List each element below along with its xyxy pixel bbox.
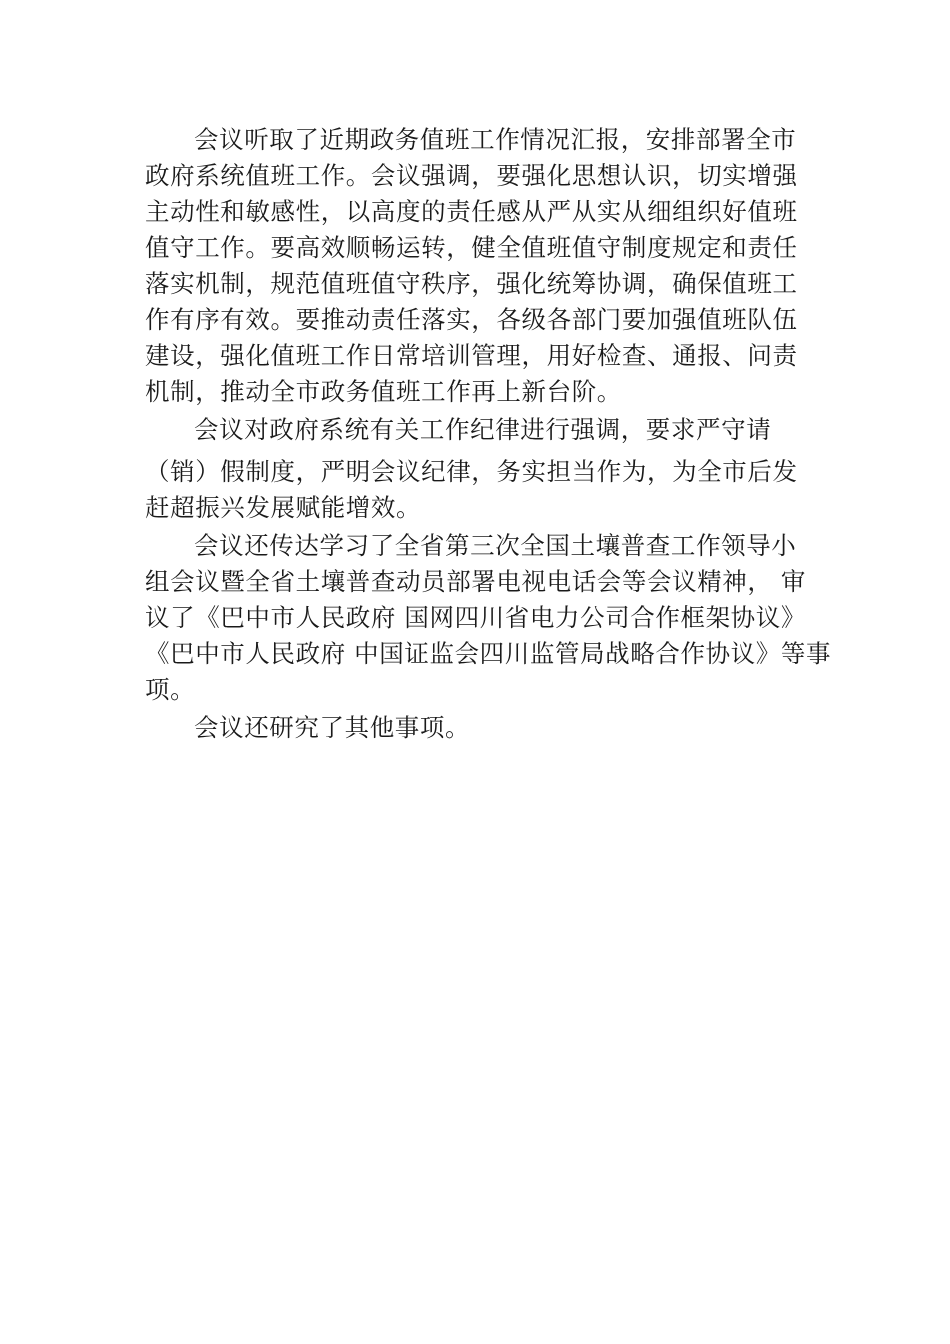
paragraph-line: 《巴中市人民政府 中国证监会四川监管局战略合作协议》等事: [145, 639, 832, 668]
paragraph-line: 会议对政府系统有关工作纪律进行强调，要求严守请: [194, 415, 772, 444]
paragraph-line: 建设，强化值班工作日常培训管理，用好检查、通报、问责: [145, 341, 798, 370]
paragraph-duty-work: [145, 122, 810, 410]
paragraph-discipline: [145, 412, 810, 526]
paragraph-line: （销）假制度，严明会议纪律，务实担当作为，为全市后发: [145, 457, 798, 486]
paragraph-line: 会议听取了近期政务值班工作情况汇报，安排部署全市: [194, 125, 797, 154]
document-body: [145, 122, 832, 746]
paragraph-line: 组会议暨全省土壤普查动员部署电视电话会等会议精神， 审: [145, 567, 806, 596]
paragraph-line: 赶超振兴发展赋能增效。: [145, 493, 422, 522]
paragraph-line: 作有序有效。要推动责任落实，各级各部门要加强值班队伍: [145, 305, 798, 334]
paragraph-line: 政府系统值班工作。会议强调，要强化思想认识，切实增强: [145, 161, 798, 190]
paragraph-line: 会议还传达学习了全省第三次全国土壤普查工作领导小: [194, 531, 797, 560]
paragraph-line: 议了《巴中市人民政府 国网四川省电力公司合作框架协议》: [145, 603, 806, 632]
paragraph-line: 主动性和敏感性，以高度的责任感从严从实从细组织好值班: [145, 197, 798, 226]
paragraph-line: 落实机制，规范值班值守秩序，强化统筹协调，确保值班工: [145, 269, 798, 298]
paragraph-line: 项。: [145, 675, 196, 704]
paragraph-line: 值守工作。要高效顺畅运转，健全值班值守制度规定和责任: [145, 233, 798, 262]
paragraph-other-matters: [145, 710, 810, 746]
paragraph-soil-survey: [145, 528, 832, 708]
paragraph-line: 机制，推动全市政务值班工作再上新台阶。: [145, 377, 622, 406]
paragraph-line: 会议还研究了其他事项。: [194, 713, 471, 742]
